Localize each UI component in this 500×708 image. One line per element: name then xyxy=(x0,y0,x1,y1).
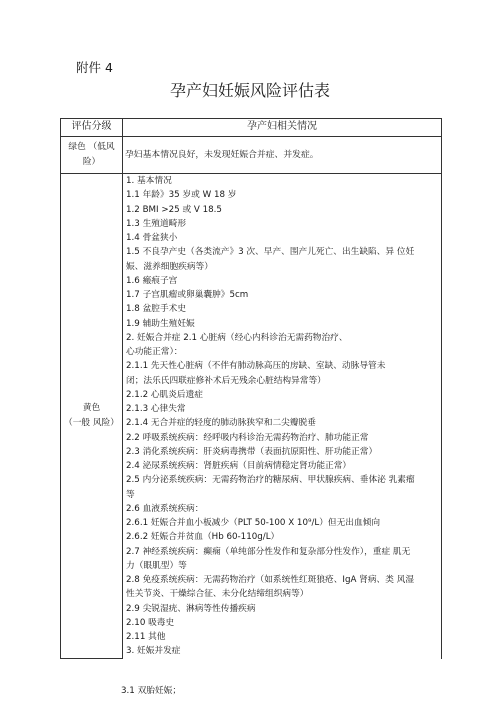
level-cell-yellow xyxy=(61,174,123,659)
continuation-line: 3.1 双胎妊娠； xyxy=(121,686,182,696)
condition-line: 娠、滋养细胞疾病等） xyxy=(126,261,213,272)
annex-label: 附件 4 xyxy=(76,60,113,75)
condition-line: 2.6 血液系统疾病： xyxy=(126,503,204,514)
header-level: 评估分级 xyxy=(61,119,123,137)
condition-line: 2.11 其他 xyxy=(126,632,166,642)
condition-line: 2.6.2 妊娠合并贫血（Hb 60-110g/L） xyxy=(126,532,280,543)
condition-line: 1.3 生殖道畸形 xyxy=(126,218,187,229)
condition-line: 闭；法乐氏四联症修补术后无残余心脏结构异常等） xyxy=(126,375,326,386)
green-description: 孕妇基本情况良好，未发现妊娠合并症、并发症。 xyxy=(123,137,442,174)
header-conditions: 孕产妇相关情况 xyxy=(123,119,442,137)
condition-line: 2.2 呼吸系统疾病：经呼吸内科诊治无需药物治疗、肺功能正常 xyxy=(126,432,369,443)
condition-line: 1.6 瘢痕子宫 xyxy=(126,275,178,286)
condition-line: 2.1.4 无合并症的轻度的肺动脉狭窄和二尖瓣脱垂 xyxy=(126,418,316,429)
condition-line: 性关节炎、干燥综合征、未分化结缔组织病等） xyxy=(126,589,309,600)
condition-line: 2.9 尖锐湿疣、淋病等性传播疾病 xyxy=(126,603,256,614)
condition-line: 2.1.2 心肌炎后遗症 xyxy=(126,389,203,400)
risk-assessment-table xyxy=(60,118,442,659)
green-level-line-2: 险） xyxy=(82,157,101,167)
condition-line: 1.2 BMI >25 或 V 18.5 xyxy=(126,204,222,215)
condition-line: 2.8 免疫系统疾病：无需药物治疗（如系统性红斑狼疮、IgA 肾病、类 风湿 xyxy=(126,575,415,585)
table-row-yellow xyxy=(61,174,442,659)
yellow-conditions xyxy=(123,174,442,659)
condition-line: 2.1.1 先天性心脏病（不伴有肺动脉高压的房缺、室缺、动脉导管未 xyxy=(126,361,386,372)
condition-line: 2.5 内分泌系统疾病：无需药物治疗的糖尿病、甲状腺疾病、垂体泌 乳素瘤 xyxy=(126,475,415,486)
condition-line: 1.5 不良孕产史（各类流产》3 次、早产、围产儿死亡、出生缺陷、异 位妊 xyxy=(126,247,415,258)
condition-line: 心功能正常）： xyxy=(126,347,183,357)
table-header-row xyxy=(61,119,442,137)
condition-line: 1.1 年龄》35 岁或 W 18 岁 xyxy=(126,190,237,201)
yellow-level-line-2: （一般 风险） xyxy=(64,418,119,428)
condition-line: 1.9 辅助生殖妊娠 xyxy=(126,318,195,329)
condition-line: 3. 妊娠并发症 xyxy=(126,646,181,657)
yellow-level-line-1: 黄色 xyxy=(82,403,101,413)
condition-line: 1. 基本情况 xyxy=(126,176,172,186)
condition-line: 1.8 盆腔手术史 xyxy=(126,304,187,315)
condition-line: 2.10 吸毒史 xyxy=(126,617,175,628)
table-row-green xyxy=(61,137,442,174)
condition-line: 2.6.1 妊娠合并血小板减少（PLT 50-100 X 10⁹/L）但无出血倾向 xyxy=(126,518,381,528)
page-title: 孕产妇妊娠风险评估表 xyxy=(169,81,330,100)
level-cell-green xyxy=(61,137,123,174)
condition-line: 2.1.3 心律失常 xyxy=(126,404,186,414)
condition-line: 2. 妊娠合并症 2.1 心脏病（经心内科诊治无需药物治疗、 xyxy=(126,332,348,343)
condition-line: 力（眼肌型）等 xyxy=(126,560,187,571)
condition-line: 2.7 神经系统疾病：癫痫（单纯部分性发作和复杂部分性发作），重症 肌无 xyxy=(126,546,411,557)
condition-line: 2.3 消化系统疾病：肝炎病毒携带（表面抗原阳性、肝功能正常） xyxy=(126,446,378,457)
condition-line: 1.7 子宫肌瘤或卵巢囊肿》5cm xyxy=(126,290,249,300)
condition-line: 1.4 骨盆狭小 xyxy=(126,233,178,243)
condition-line: 2.4 泌尿系统疾病：肾脏疾病（目前病情稳定肾功能正常） xyxy=(126,461,352,471)
condition-line: 等 xyxy=(126,489,135,500)
green-level-line-1: 绿色 （低风 xyxy=(68,142,115,152)
